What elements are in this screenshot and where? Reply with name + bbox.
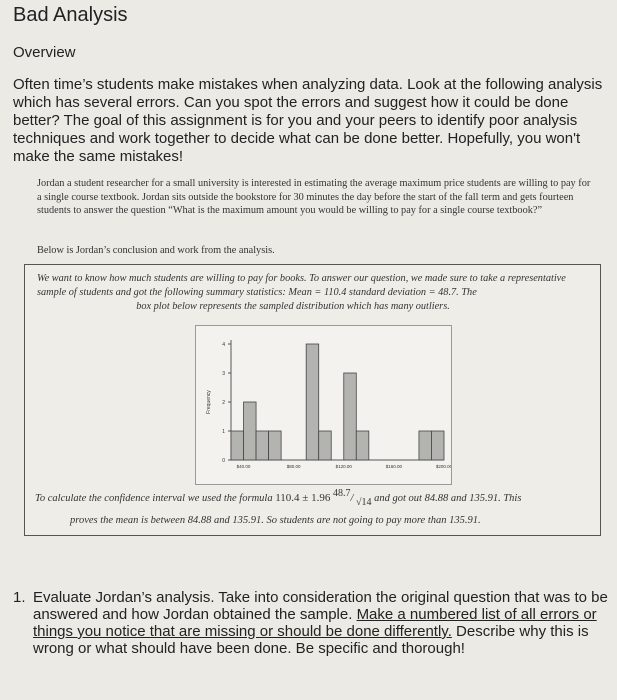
analysis-statement-line2: box plot below represents the sampled distribution which has many outliers.	[136, 301, 450, 312]
histogram-bar	[244, 402, 257, 460]
x-tick-label: $120.00	[335, 464, 352, 469]
question-text-underlined: Make a numbered list of all errors or things you notice that are missing or should be done differently.	[33, 606, 597, 640]
work-intro-line: Below is Jordan’s conclusion and work from the analysis.	[37, 245, 275, 256]
x-tick-label: $200.00	[435, 464, 451, 469]
intro-paragraph: Often time’s students make mistakes when analyzing data. Look at the following analysis which has several errors. Can you spot the errors and suggest how it could be done better? The goal of this assignment is for you and your peers to identify poor analysis techniques and work together to decide what can be done better. Hopefully, you won't make the same mistakes!	[13, 76, 603, 165]
histogram-svg	[196, 326, 451, 484]
histogram-bar	[269, 431, 282, 460]
page-title: Bad Analysis	[13, 4, 128, 26]
analysis-statement	[37, 272, 589, 314]
conclusion-text: To calculate the confidence interval we used the formula 110.4 ± 1.96 48.7/ √14 and got out 84.88 and 135.91. This proves the mean is between 84.88 and 135.91. So students are not going to pay more than 135.91.	[35, 485, 595, 530]
histogram-bar	[419, 431, 432, 460]
question-number: 1.	[13, 589, 26, 606]
x-tick-label: $160.00	[385, 464, 403, 469]
analysis-statement-line1: We want to know how much students are willing to pay for books. To answer our question, we made sure to take a representative sample of students and got the following summary statistics: Mean = 110.4 standard deviation = 48.7. The	[37, 273, 566, 298]
conclusion-part-a: To calculate the confidence interval we used the formula	[35, 493, 273, 504]
histogram-bar	[231, 431, 244, 460]
ci-formula-numerator: 48.7	[332, 488, 351, 499]
histogram-bar	[431, 431, 444, 460]
x-tick-label: $40.00	[236, 464, 251, 469]
y-tick-label: 1	[222, 429, 225, 435]
histogram-bar	[306, 344, 319, 460]
histogram-bar	[344, 373, 357, 460]
section-heading: Overview	[13, 44, 76, 61]
histogram-bar	[319, 431, 332, 460]
conclusion-part-c: proves the mean is between 84.88 and 135.91. So students are not going to pay more than 135.91.	[70, 515, 481, 526]
y-tick-label: 0	[222, 458, 225, 464]
conclusion-part-b: and got out 84.88 and 135.91. This	[374, 493, 522, 504]
question-text-b: Describe why this is wrong or what should have been done. Be specific and thorough!	[33, 623, 589, 657]
y-axis-label: Frequency	[206, 390, 212, 414]
x-tick-label: $80.00	[286, 464, 301, 469]
ci-formula: 110.4 ± 1.96	[275, 492, 331, 504]
y-tick-label: 4	[222, 342, 225, 348]
histogram-bar	[356, 431, 369, 460]
histogram-chart	[195, 325, 452, 485]
y-tick-label: 2	[222, 400, 225, 406]
question-text-a: Evaluate Jordan’s analysis. Take into consideration the original question that was to be answered and how Jordan obtained the sample.	[33, 589, 608, 623]
question-text	[33, 589, 611, 657]
histogram-bar	[256, 431, 269, 460]
scenario-paragraph: Jordan a student researcher for a small university is interested in estimating the average maximum price students are willing to pay for a single course textbook. Jordan sits outside the bookstore for 30 minutes the day before the start of the fall term and gets fourteen students to answer the question “What is the maximum amount you would be willing to pay for a single course textbook?”	[37, 178, 591, 216]
analysis-box	[24, 264, 601, 536]
ci-formula-denominator: √14	[356, 497, 372, 508]
y-tick-label: 3	[222, 371, 225, 377]
